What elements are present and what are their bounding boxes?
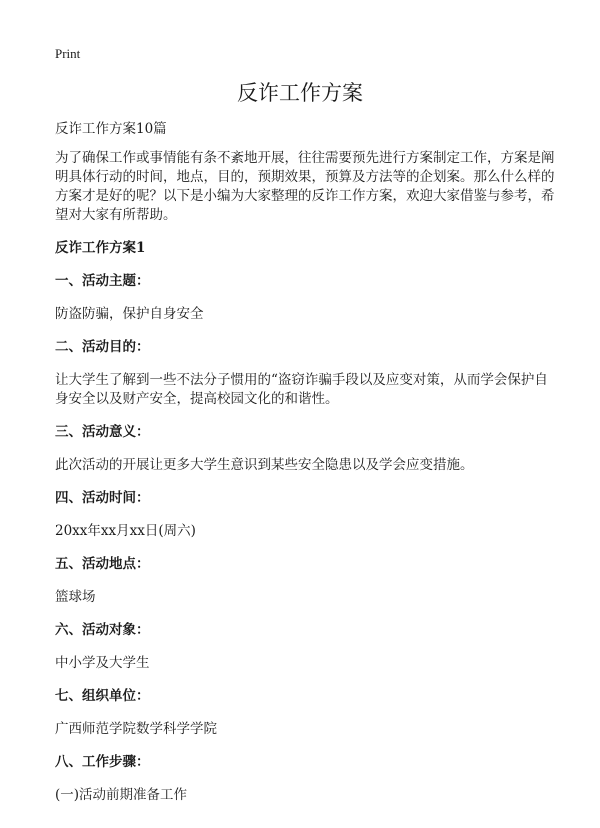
section-heading-theme: 一、活动主题： (55, 273, 150, 289)
section-body-organizer: 广西师范学院数学科学学院 (55, 721, 217, 737)
section-body-time: 20xx年xx月xx日(周六) (55, 523, 196, 539)
document-subtitle: 反诈工作方案10篇 (55, 121, 167, 137)
section-body-steps: (一)活动前期准备工作 (55, 787, 188, 803)
section-body-theme: 防盗防骗，保护自身安全 (55, 306, 204, 322)
section-heading-location: 五、活动地点： (55, 556, 150, 572)
section-heading-steps: 八、工作步骤： (55, 754, 150, 770)
section-body-significance: 此次活动的开展让更多大学生意识到某些安全隐患以及学会应变措施。 (55, 457, 474, 473)
section-heading-organizer: 七、组织单位： (55, 688, 150, 704)
section-body-location: 篮球场 (55, 589, 96, 605)
section-heading-time: 四、活动时间： (55, 490, 150, 506)
section-body-purpose: 让大学生了解到一些不法分子惯用的“盗窃诈骗手段以及应变对策，从而学会保护自身安全以及财产安全，提高校园文化的和谐性。 (55, 372, 548, 407)
page-title: 反诈工作方案 (237, 81, 363, 105)
document-body (55, 120, 555, 819)
intro-paragraph: 为了确保工作或事情能有条不紊地开展，往往需要预先进行方案制定工作，方案是阐明具体行动的时间，地点，目的，预期效果，预算及方法等的企划案。那么什么样的方案才是好的呢？以下是小编为大家整理的反诈工作方案，欢迎大家借鉴与参考，希望对大家有所帮助。 (55, 150, 555, 223)
section-heading-significance: 三、活动意义： (55, 424, 150, 440)
section-heading-purpose: 二、活动目的： (55, 339, 150, 355)
section-body-audience: 中小学及大学生 (55, 655, 150, 671)
section-heading-audience: 六、活动对象： (55, 622, 150, 638)
print-link[interactable]: Print (55, 46, 81, 61)
plan-heading: 反诈工作方案1 (55, 240, 146, 256)
